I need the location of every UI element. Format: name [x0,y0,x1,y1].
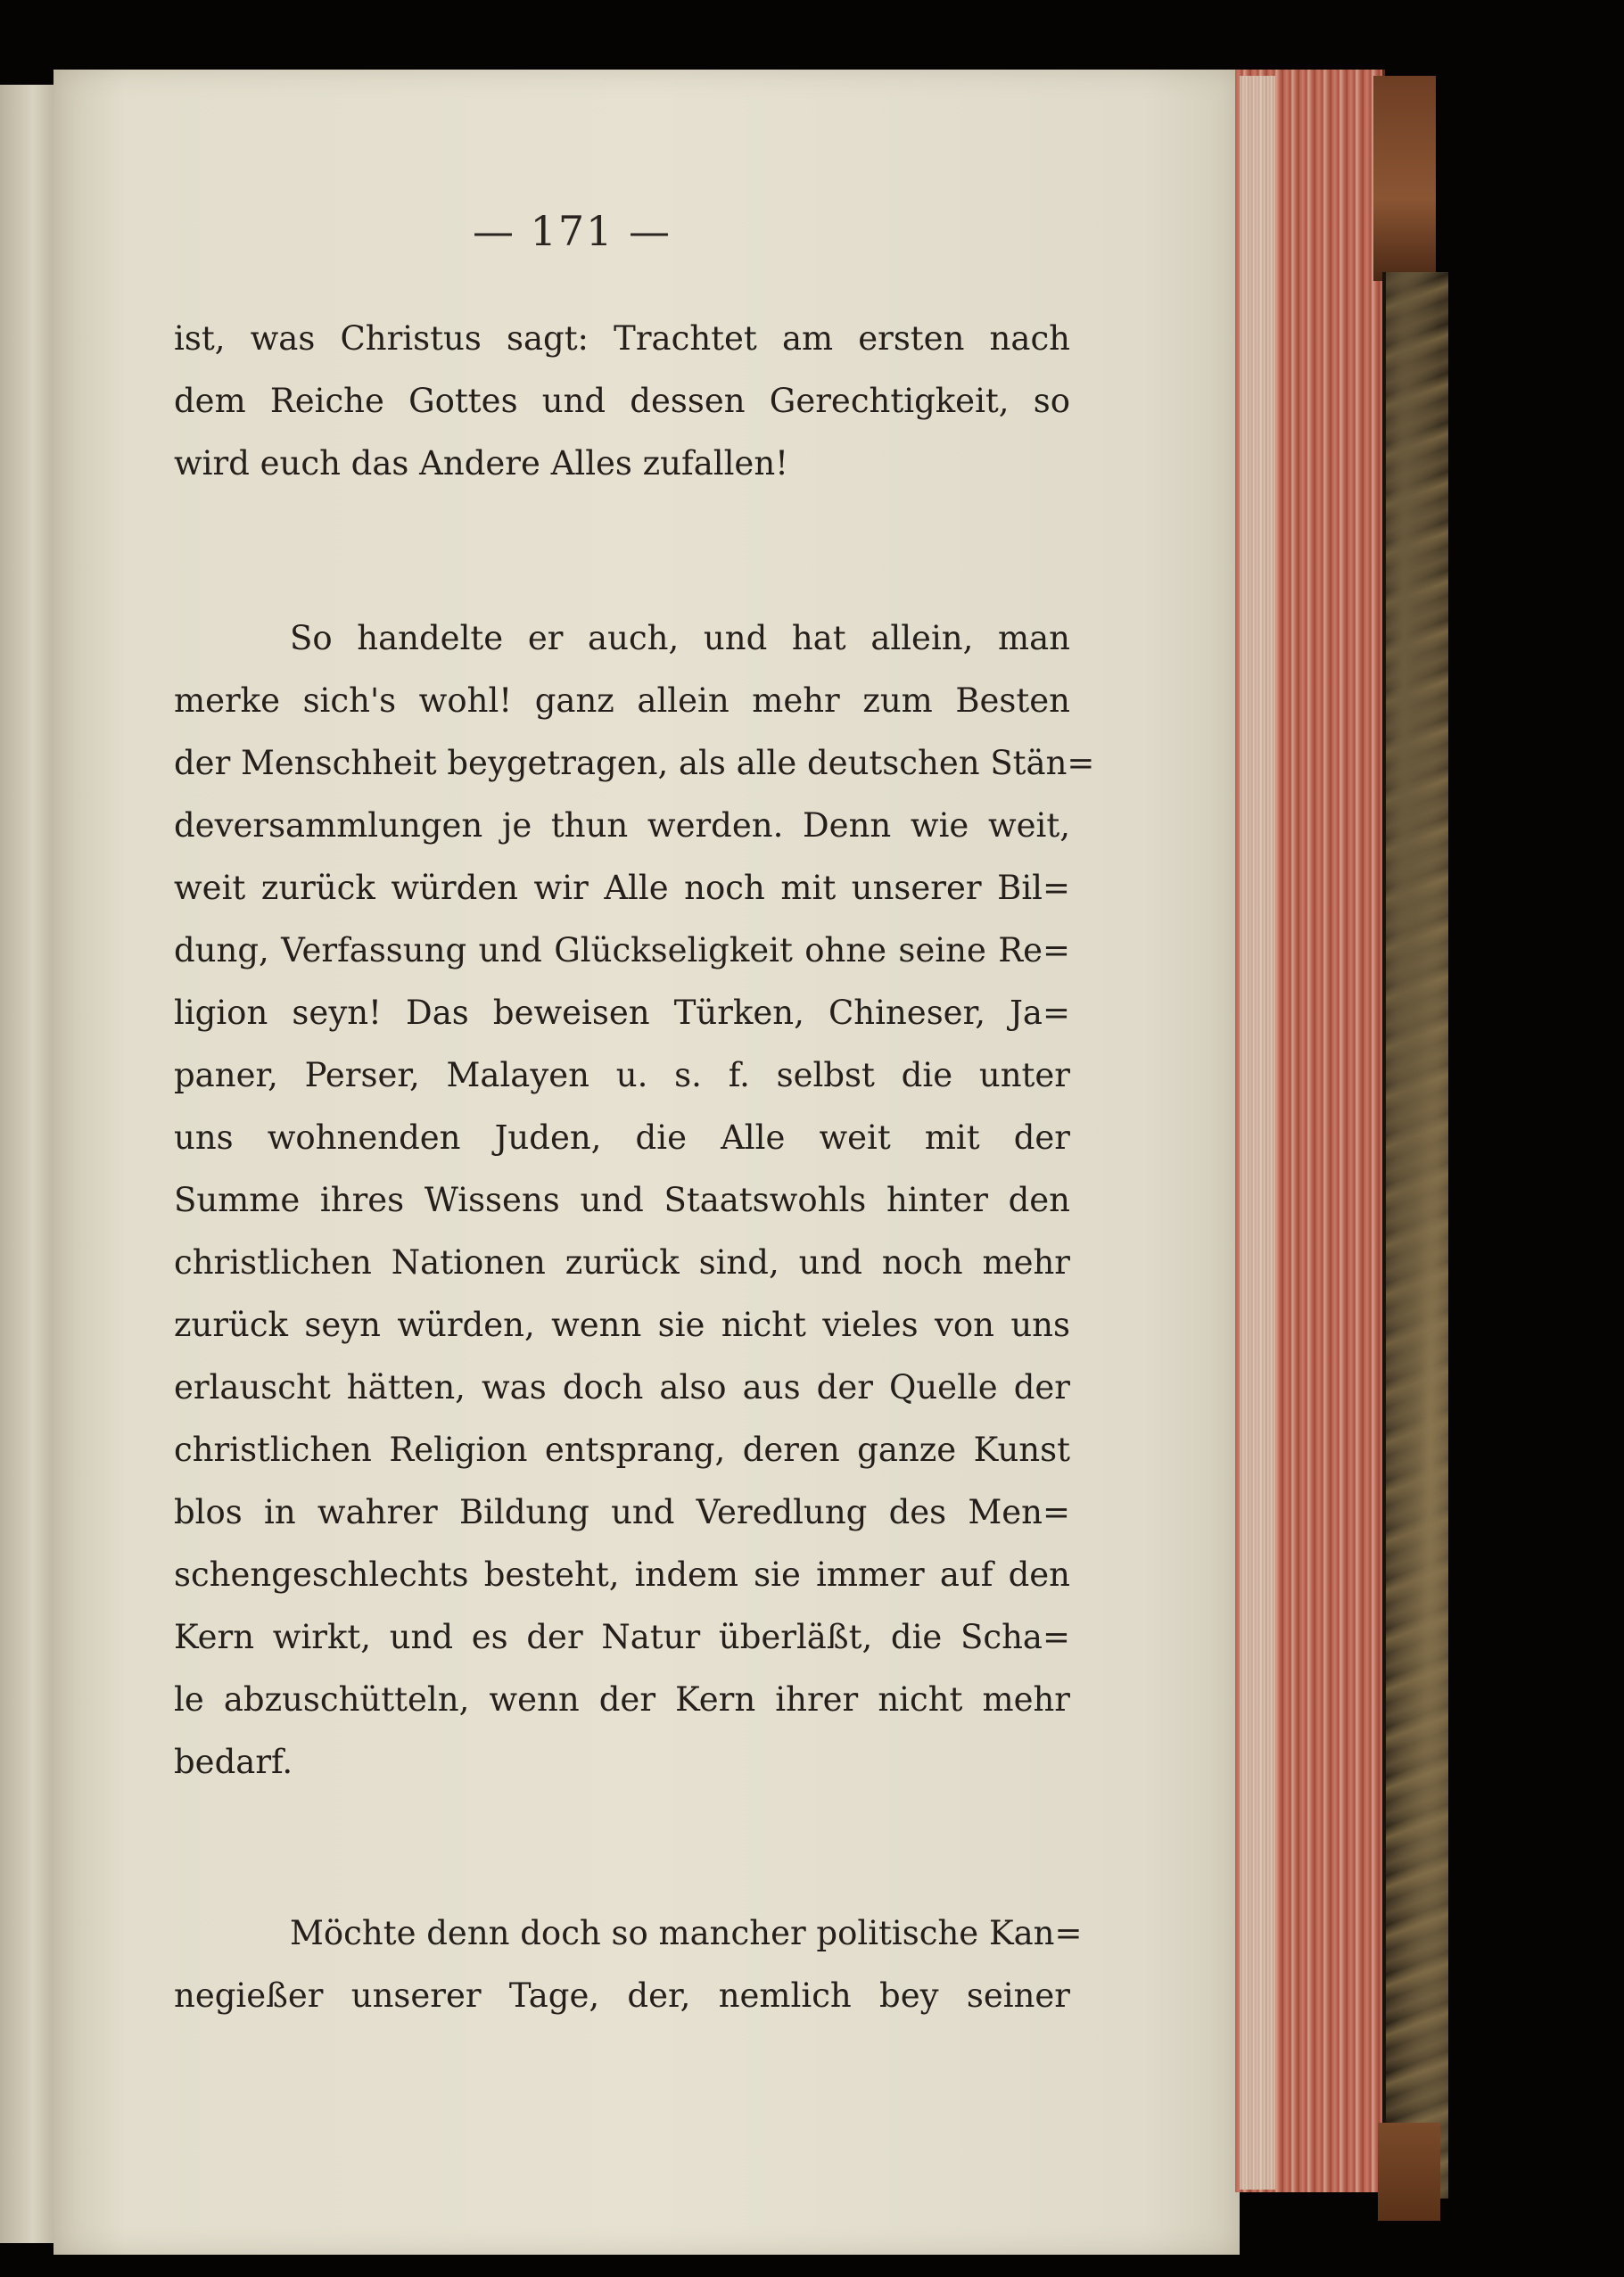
text-line: So handelte er auch, und hat allein, man [290,619,1070,657]
text-line: uns wohnenden Juden, die Alle weit mit der [174,1118,1070,1157]
paragraph-3 [174,1902,1083,2027]
text-line: paner, Perser, Malayen u. s. f. selbst die unter [174,1056,1070,1094]
page-number: — 171 — [473,207,672,255]
marbled-cover [1382,272,1448,2199]
text-line: merke sich's wohl! ganz allein mehr zum Besten [174,681,1070,720]
text-line: christlichen Nationen zurück sind, und noch mehr [174,1243,1070,1282]
text-line: ist, was Christus sagt: Trachtet am ersten nach [174,319,1070,358]
text-line: Summe ihres Wissens und Staatswohls hinter den [174,1181,1070,1219]
text-line: le abzuschütteln, wenn der Kern ihrer nicht mehr [174,1680,1070,1719]
paragraph-1 [174,308,1070,495]
cover-corner-top [1373,76,1436,281]
text-line: ligion seyn! Das beweisen Türken, Chineser, Ja= [174,994,1070,1032]
cover-corner-bottom [1378,2123,1440,2221]
page-stack [1240,76,1275,2190]
text-line: blos in wahrer Bildung und Veredlung des Men= [174,1493,1070,1531]
body-text [174,308,1095,2027]
text-line: der Menschheit beygetragen, als alle deutschen Stän= [174,744,1095,782]
text-line: Kern wirkt, und es der Natur überläßt, die Scha= [174,1618,1070,1656]
text-line: schengeschlechts besteht, indem sie immer auf den [174,1555,1070,1594]
text-line: wird euch das Andere Alles zufallen! [174,444,789,483]
left-page-edge [0,85,55,2243]
text-line: Möchte denn doch so mancher politische Kan= [290,1914,1083,1952]
text-line: zurück seyn würden, wenn sie nicht vieles von uns [174,1306,1070,1344]
paragraph-2 [174,607,1095,1794]
text-line: weit zurück würden wir Alle noch mit unserer Bil= [174,869,1070,907]
text-line: bedarf. [174,1743,293,1781]
text-line: erlauscht hätten, was doch also aus der Quelle der [174,1368,1070,1407]
text-line: dung, Verfassung und Glückseligkeit ohne seine Re= [174,931,1070,969]
text-line: negießer unserer Tage, der, nemlich bey seiner [174,1976,1070,2015]
text-line: dem Reiche Gottes und dessen Gerechtigkeit, so [174,382,1070,420]
text-line: christlichen Religion entsprang, deren ganze Kunst [174,1431,1070,1469]
text-line: deversammlungen je thun werden. Denn wie weit, [174,806,1070,845]
